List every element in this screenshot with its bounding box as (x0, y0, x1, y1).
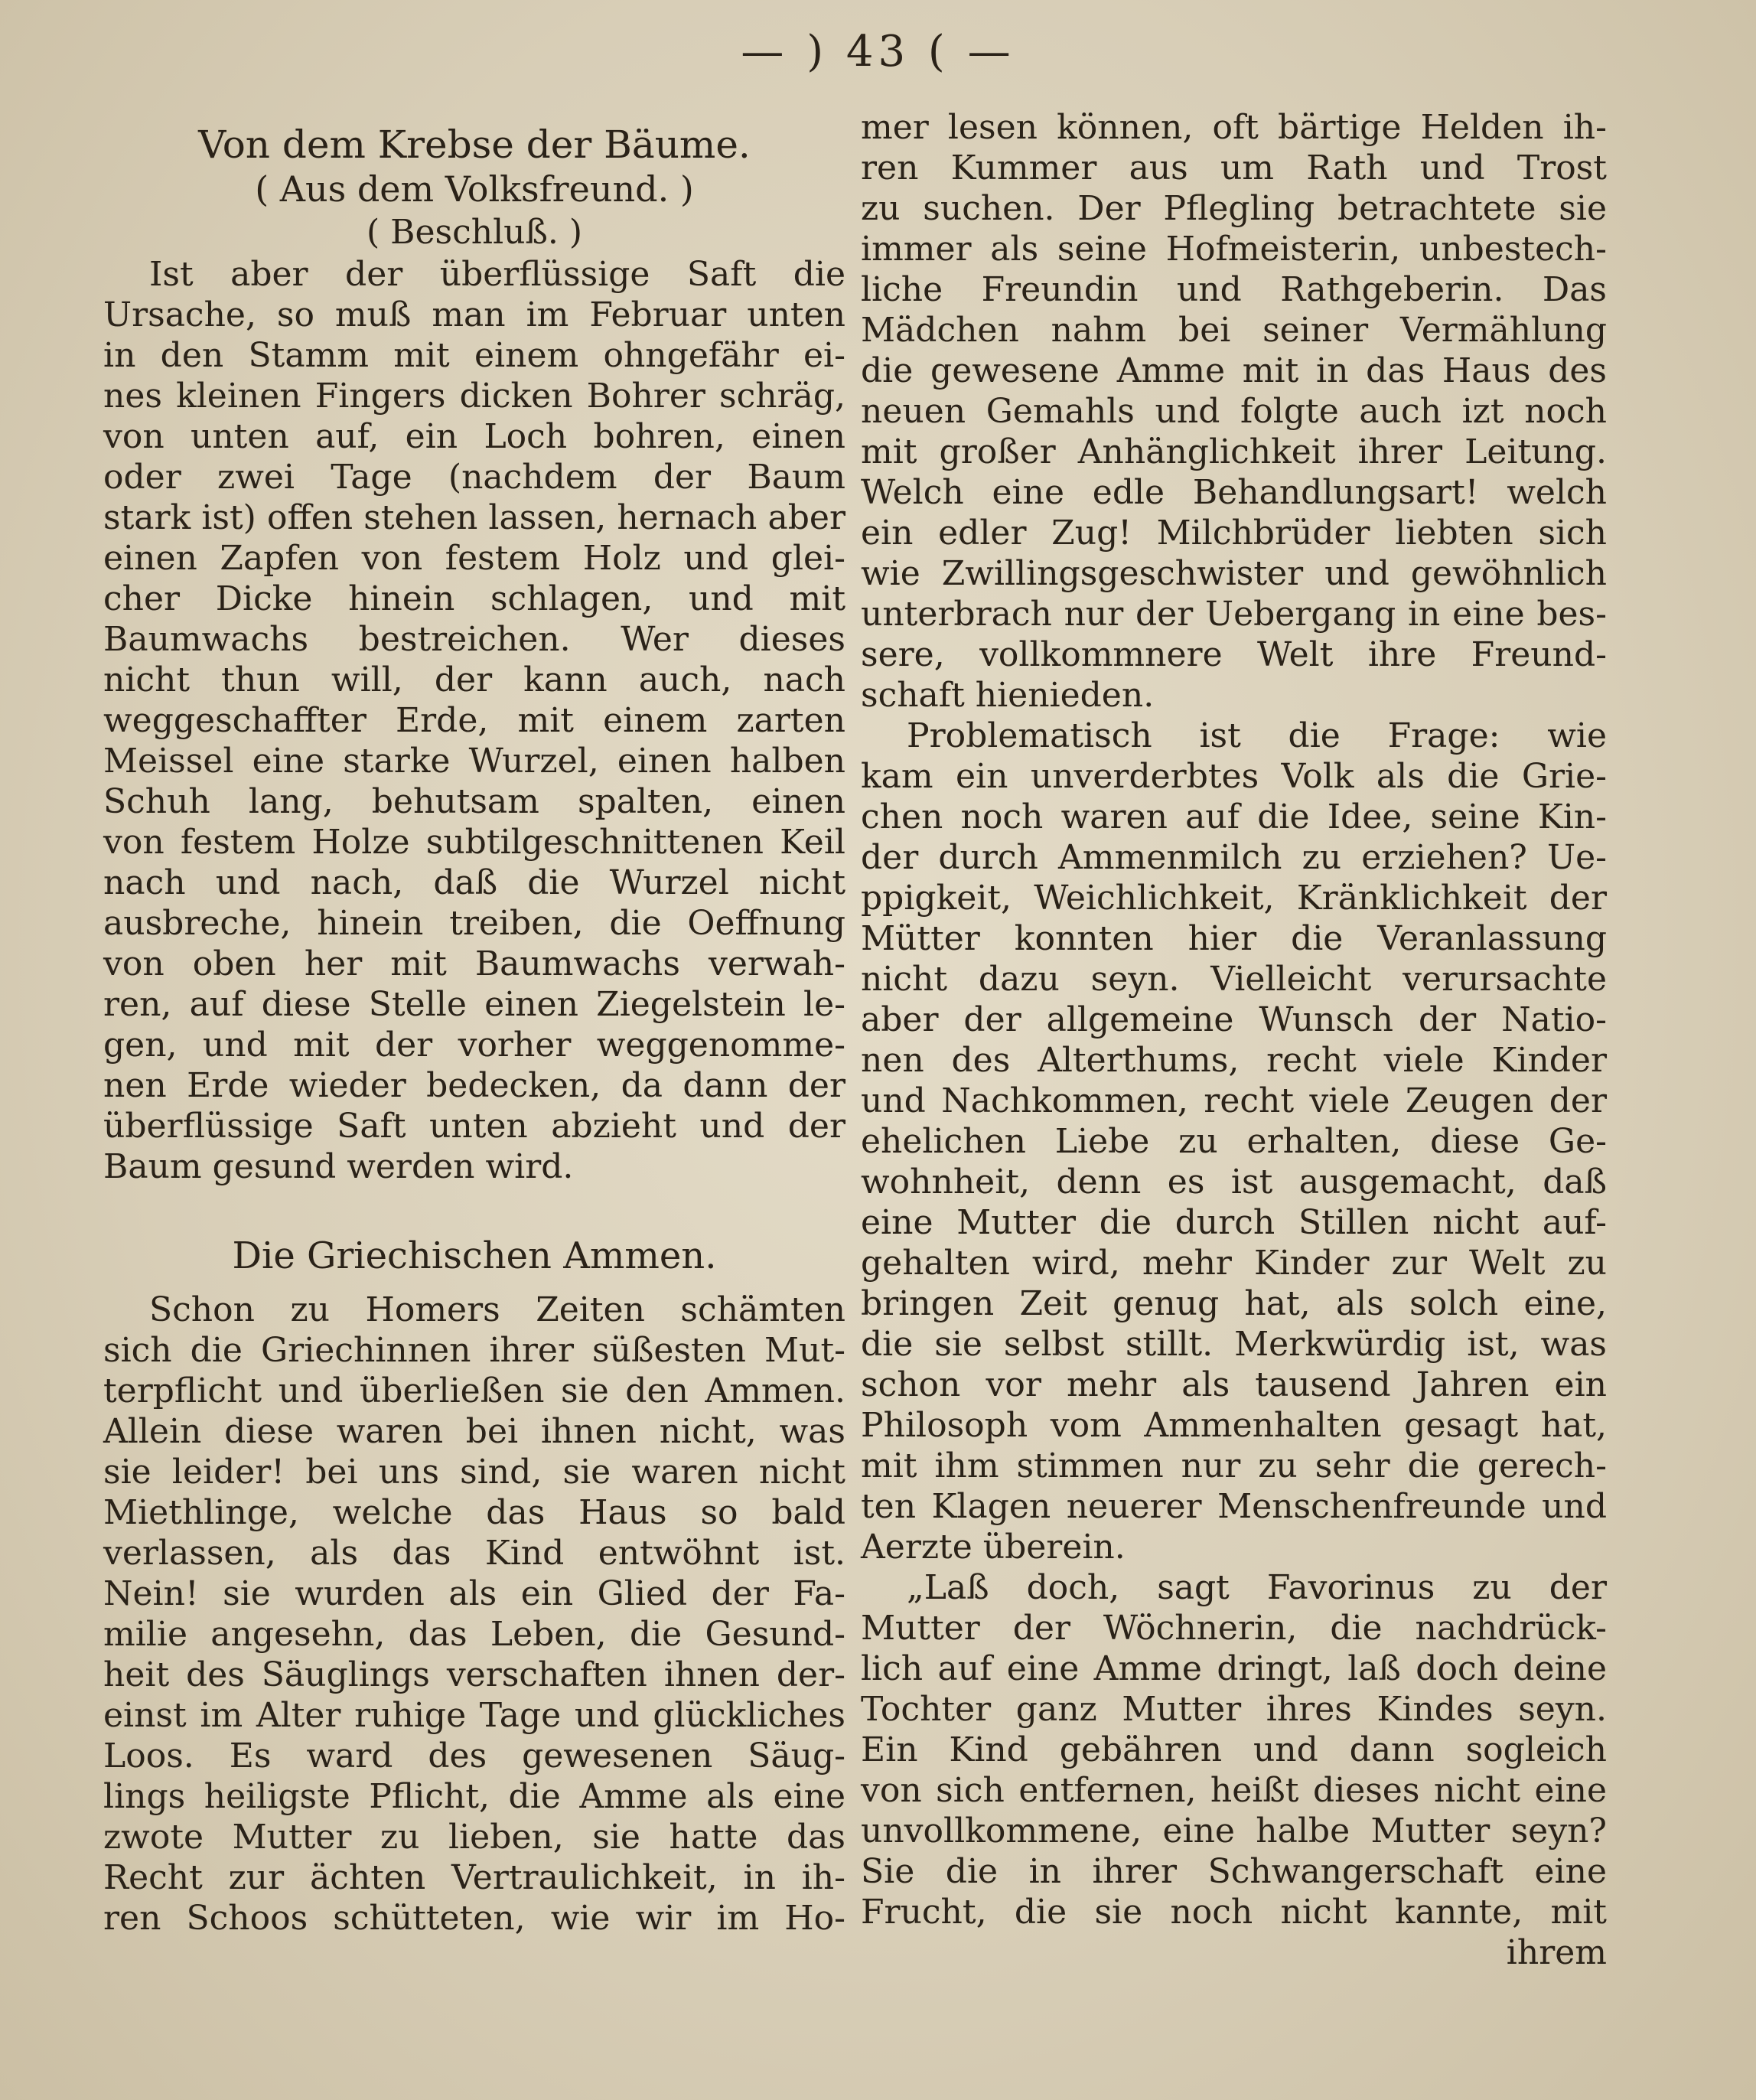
text-line: Recht zur ächten Vertraulichkeit, in ih- (103, 1858, 845, 1897)
text-line: sie leider! bei uns sind, sie waren nicht (103, 1453, 845, 1492)
article-krebs-body (103, 254, 845, 1187)
text-line: zu suchen. Der Pflegling betrachtete sie (861, 189, 1607, 228)
text-line: und Nachkommen, recht viele Zeugen der (861, 1081, 1607, 1120)
text-line: in den Stamm mit einem ohngefähr ei- (103, 336, 845, 375)
text-line: lings heiligste Pflicht, die Amme als eine (103, 1777, 845, 1816)
text-line: heit des Säuglings verschaften ihnen der- (103, 1655, 845, 1694)
text-line: die gewesene Amme mit in das Haus des (861, 351, 1607, 390)
text-line: Schuh lang, behutsam spalten, einen (103, 782, 845, 821)
text-line: Ist aber der überflüssige Saft die (149, 255, 845, 294)
page-number-header: — ) 43 ( — (741, 27, 1015, 77)
text-line: wohnheit, denn es ist ausgemacht, daß (861, 1162, 1607, 1202)
text-line: einst im Alter ruhige Tage und glückliches (103, 1696, 845, 1735)
text-line: terpflicht und überließen sie den Ammen. (103, 1371, 845, 1410)
text-line: Aerzte überein. (861, 1528, 1126, 1567)
text-line: Mutter der Wöchnerin, die nachdrück- (861, 1609, 1607, 1648)
text-line: aber der allgemeine Wunsch der Natio- (861, 1000, 1607, 1039)
text-line: von sich entfernen, heißt dieses nicht eine (861, 1771, 1607, 1810)
text-line: oder zwei Tage (nachdem der Baum (103, 458, 845, 497)
text-line: von festem Holze subtilgeschnittenen Keil (103, 823, 845, 862)
text-line: Tochter ganz Mutter ihres Kindes seyn. (861, 1690, 1607, 1729)
text-line: wie Zwillingsgeschwister und gewöhnlich (861, 554, 1607, 593)
text-line: zwote Mutter zu lieben, sie hatte das (103, 1818, 845, 1857)
text-line: Nein! sie wurden als ein Glied der Fa- (103, 1574, 845, 1613)
text-line: nicht thun will, der kann auch, nach (103, 660, 845, 699)
text-line: unterbrach nur der Uebergang in eine bes- (861, 595, 1607, 634)
text-line: Philosoph vom Ammenhalten gesagt hat, (861, 1406, 1607, 1445)
catchword: ihrem (1506, 1933, 1607, 1972)
text-line: ppigkeit, Weichlichkeit, Kränklichkeit der (861, 879, 1607, 918)
article-ammen-body (103, 1290, 845, 1939)
text-line: nen des Alterthums, recht viele Kinder (861, 1041, 1607, 1080)
text-line: nen Erde wieder bedecken, da dann der (103, 1066, 845, 1105)
text-line: überflüssige Saft unten abzieht und der (103, 1107, 845, 1146)
text-line: Mädchen nahm bei seiner Vermählung (861, 311, 1607, 350)
text-line: Frucht, die sie noch nicht kannte, mit (861, 1893, 1607, 1932)
text-line: unvollkommene, eine halbe Mutter seyn? (861, 1811, 1607, 1851)
text-line: Mütter konnten hier die Veranlassung (861, 919, 1607, 958)
ammen-continued-paragraph-3 (861, 1567, 1607, 1932)
text-line: ten Klagen neuerer Menschenfreunde und (861, 1487, 1607, 1526)
text-line: schaft hienieden. (861, 676, 1155, 715)
text-line: ren Kummer aus um Rath und Trost (861, 148, 1607, 188)
ammen-continued-paragraph-2 (861, 716, 1607, 1567)
text-line: Ein Kind gebähren und dann sogleich (861, 1730, 1607, 1769)
text-line: bringen Zeit genug hat, als solch eine, (861, 1284, 1607, 1323)
article-title-krebs: Von dem Krebse der Bäume. (198, 122, 751, 167)
text-line: nach und nach, daß die Wurzel nicht (103, 863, 845, 902)
text-line: von unten auf, ein Loch bohren, einen (103, 417, 845, 456)
text-line: die sie selbst stillt. Merkwürdig ist, was (861, 1325, 1607, 1364)
text-line: Schon zu Homers Zeiten schämten (149, 1290, 845, 1329)
text-line: stark ist) offen stehen lassen, hernach aber (103, 498, 845, 537)
text-line: Baum gesund werden wird. (103, 1147, 574, 1186)
left-column (103, 107, 845, 1939)
article-note: ( Beschluß. ) (366, 213, 583, 252)
text-line: cher Dicke hinein schlagen, und mit (103, 579, 845, 618)
text-line: der durch Ammenmilch zu erziehen? Ue- (861, 838, 1607, 877)
article-source: ( Aus dem Volksfreund. ) (255, 168, 694, 210)
article-title-ammen: Die Griechischen Ammen. (232, 1234, 717, 1277)
text-line: von oben her mit Baumwachs verwah- (103, 944, 845, 983)
text-line: mer lesen können, oft bärtige Helden ih- (861, 108, 1607, 147)
text-line: ein edler Zug! Milchbrüder liebten sich (861, 514, 1607, 553)
text-line: milie angesehn, das Leben, die Gesund- (103, 1615, 845, 1654)
text-line: ren Schoos schütteten, wie wir im Ho- (103, 1899, 845, 1938)
text-line: sere, vollkommnere Welt ihre Freund- (861, 635, 1607, 674)
text-line: nicht dazu seyn. Vielleicht verursachte (861, 960, 1607, 999)
text-line: mit großer Anhänglichkeit ihrer Leitung. (861, 432, 1607, 471)
text-line: immer als seine Hofmeisterin, unbestech- (861, 230, 1607, 269)
text-line: eine Mutter die durch Stillen nicht auf- (861, 1203, 1607, 1242)
text-line: gen, und mit der vorher weggenomme- (103, 1026, 845, 1065)
text-line: Meissel eine starke Wurzel, einen halben (103, 742, 845, 781)
right-column (861, 107, 1607, 1973)
text-line: Sie die in ihrer Schwangerschaft eine (861, 1852, 1607, 1891)
text-line: „Laß doch, sagt Favorinus zu der (907, 1568, 1607, 1607)
text-line: Ursache, so muß man im Februar unten (103, 295, 845, 334)
text-line: Loos. Es ward des gewesenen Säug- (103, 1736, 845, 1776)
text-line: sich die Griechinnen ihrer süßesten Mut- (103, 1331, 845, 1370)
ammen-continued-paragraph-1 (861, 107, 1607, 716)
text-line: gehalten wird, mehr Kinder zur Welt zu (861, 1244, 1607, 1283)
text-line: liche Freundin und Rathgeberin. Das (861, 270, 1607, 309)
text-line: verlassen, als das Kind entwöhnt ist. (103, 1534, 845, 1573)
text-line: Allein diese waren bei ihnen nicht, was (103, 1412, 845, 1451)
text-line: ehelichen Liebe zu erhalten, diese Ge- (861, 1122, 1607, 1161)
text-line: ren, auf diese Stelle einen Ziegelstein le- (103, 985, 845, 1024)
text-line: Welch eine edle Behandlungsart! welch (861, 473, 1607, 512)
text-line: Problematisch ist die Frage: wie (907, 716, 1607, 755)
text-line: lich auf eine Amme dringt, laß doch deine (861, 1649, 1607, 1688)
text-line: nes kleinen Fingers dicken Bohrer schräg, (103, 377, 845, 416)
text-line: kam ein unverderbtes Volk als die Grie- (861, 757, 1607, 796)
text-line: einen Zapfen von festem Holz und glei- (103, 539, 845, 578)
text-line: neuen Gemahls und folgte auch izt noch (861, 392, 1607, 431)
text-line: schon vor mehr als tausend Jahren ein (861, 1365, 1607, 1404)
text-line: weggeschaffter Erde, mit einem zarten (103, 701, 845, 740)
text-line: Baumwachs bestreichen. Wer dieses (103, 620, 845, 659)
text-line: mit ihm stimmen nur zu sehr die gerech- (861, 1446, 1607, 1485)
text-line: chen noch waren auf die Idee, seine Kin- (861, 797, 1607, 836)
text-line: ausbreche, hinein treiben, die Oeffnung (103, 904, 845, 943)
text-line: Miethlinge, welche das Haus so bald (103, 1493, 845, 1532)
